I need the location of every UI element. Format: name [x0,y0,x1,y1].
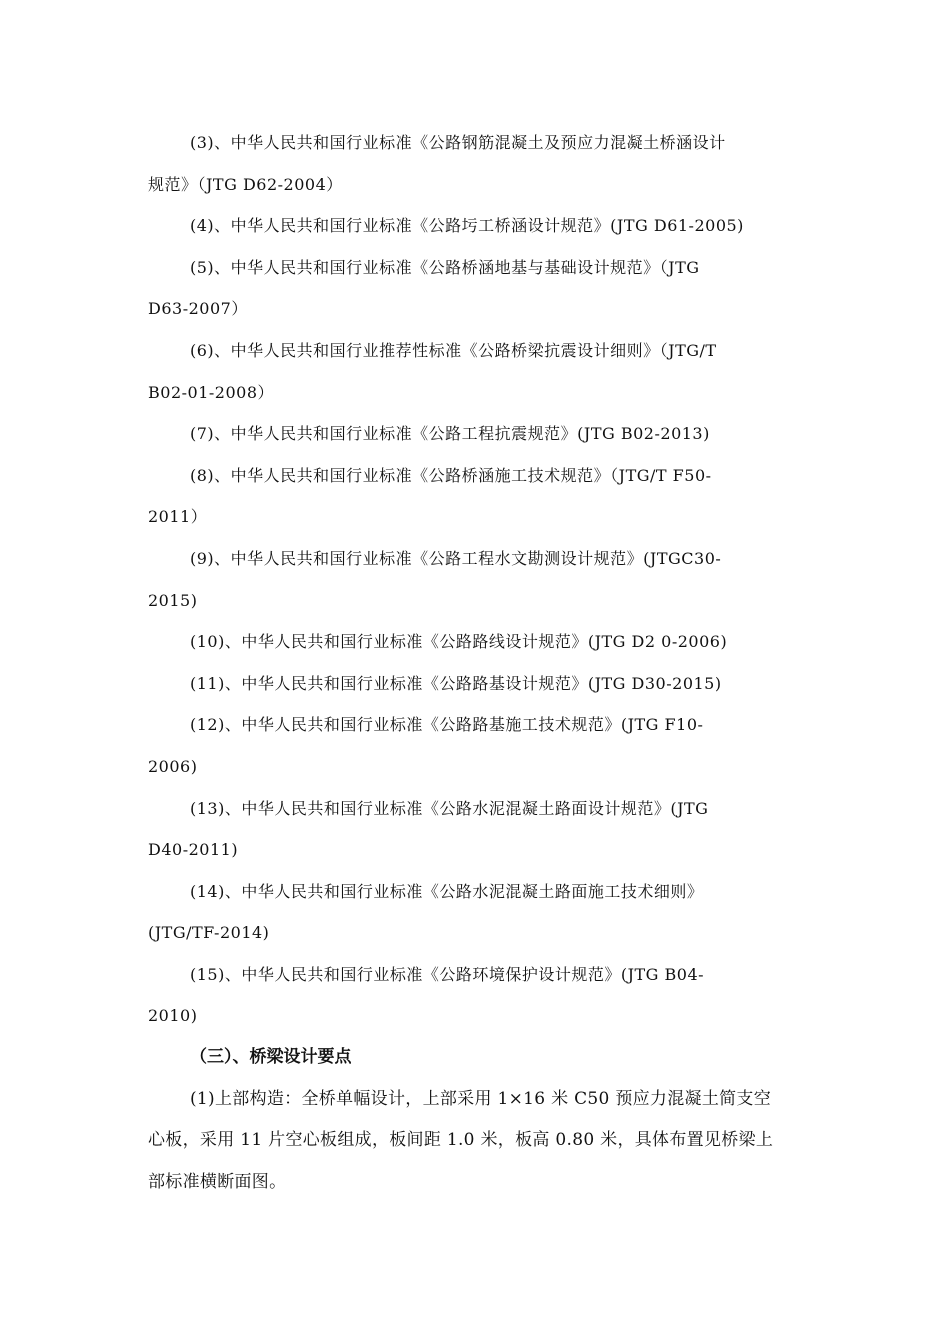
reference-item: (11)、中华人民共和国行业标准《公路路基设计规范》(JTG D30-2015) [190,673,722,693]
section-heading: （三）、桥梁设计要点 [190,1047,352,1068]
reference-item: (12)、中华人民共和国行业标准《公路路基施工技术规范》(JTG F10- 2006) [148,715,704,776]
body-paragraph: (1)上部构造：全桥单幅设计，上部采用 1×16 米 C50 预应力混凝土简支空 心板，采用 11 片空心板组成，板间距 1.0 米，板高 0.80 米，具体布置见桥梁上 部标准横断面图。 [148,1088,774,1192]
reference-item: (10)、中华人民共和国行业标准《公路路线设计规范》(JTG D2 0-2006) [190,632,728,652]
reference-item: (5)、中华人民共和国行业标准《公路桥涵地基与基础设计规范》（JTG D63-2007） [148,257,700,319]
reference-item: (9)、中华人民共和国行业标准《公路工程水文勘测设计规范》(JTGC30- 2015) [148,548,722,610]
reference-item: (6)、中华人民共和国行业推荐性标准《公路桥梁抗震设计细则》（JTG/T B02-01-2008） [148,340,717,402]
reference-item: (3)、中华人民共和国行业标准《公路钢筋混凝土及预应力混凝土桥涵设计 规范》（JTG D62-2004） [148,133,726,194]
reference-list [148,122,818,1203]
reference-item: (14)、中华人民共和国行业标准《公路水泥混凝土路面施工技术细则》 (JTG/TF-2014) [148,881,704,943]
reference-item: (13)、中华人民共和国行业标准《公路水泥混凝土路面设计规范》(JTG D40-2011) [148,798,709,860]
reference-item: (4)、中华人民共和国行业标准《公路圬工桥涵设计规范》(JTG D61-2005) [190,216,744,236]
reference-item: (15)、中华人民共和国行业标准《公路环境保护设计规范》(JTG B04- 2010) [148,964,705,1026]
reference-item: (8)、中华人民共和国行业标准《公路桥涵施工技术规范》（JTG/T F50- 2011） [148,465,712,527]
reference-item: (7)、中华人民共和国行业标准《公路工程抗震规范》(JTG B02-2013) [190,424,710,444]
